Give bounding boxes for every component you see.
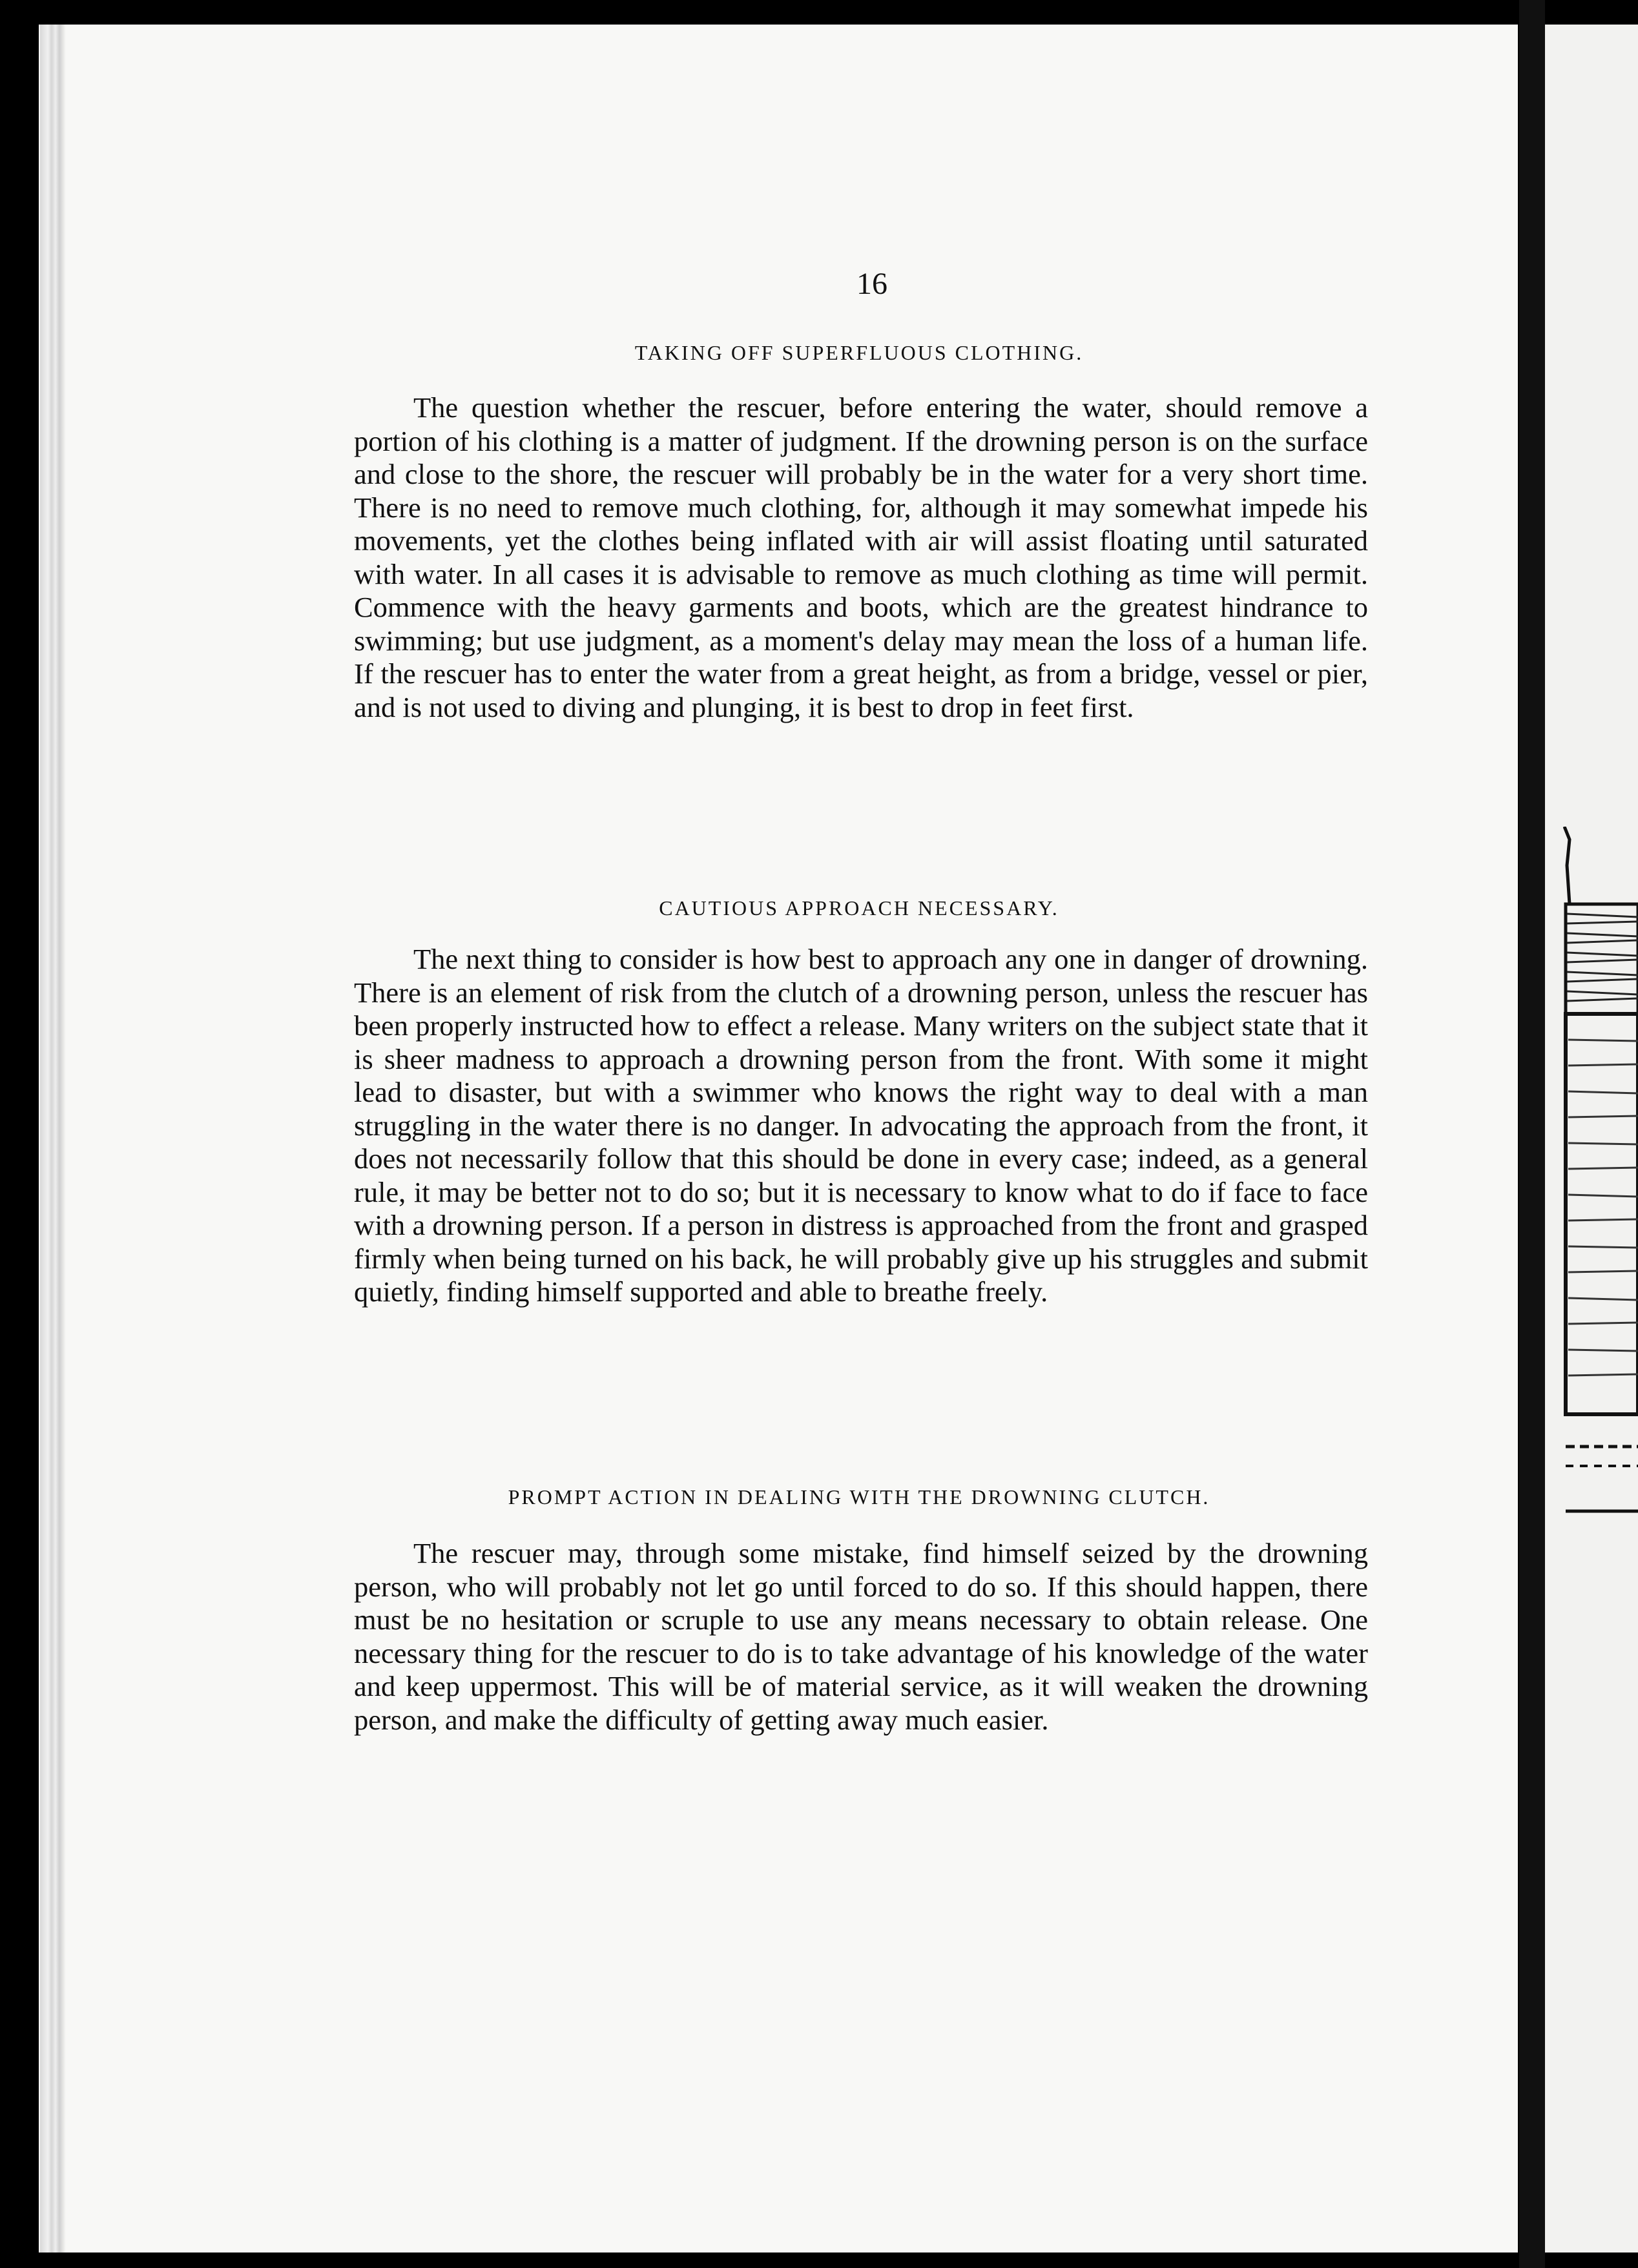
gutter-shadow bbox=[1519, 0, 1545, 2268]
paragraph-approach: The next thing to consider is how best to approach any one in danger of drowning. There is an element of risk from the clutch of a drowning person, unless the rescuer has been properly instructed how to effect a release. Many writers on the subject state that it is sheer madness to approach a drowning person from the front. With some it might lead to disaster, but with a swimmer who knows the right way to deal with a man struggling in the water there is no danger. In advocating the approach from the front, it does not necessarily follow that this should be done in every case; indeed, as a general rule, it may be better not to do so; but it is necessary to know what to do if face to face with a drowning person. If a person in distress is approached from the front and grasped firmly when being turned on his back, he will probably give up his struggles and submit quietly, finding himself supported and able to breathe freely. bbox=[354, 943, 1368, 1308]
paragraph-clutch: The rescuer may, through some mistake, find himself seized by the drowning person, who will probably not let go until forced to do so. If this should happen, there must be no hesitation or scruple to use any means necessary to obtain release. One necessary thing for the rescuer to do is to take advantage of his knowledge of the water and keep uppermost. This will be of material service, as it will weaken the drowning person, and make the difficulty of getting away much easier. bbox=[354, 1537, 1368, 1736]
page-edge-stack bbox=[40, 25, 66, 2253]
paragraph-clothing: The question whether the rescuer, before entering the water, should remove a portion of his clothing is a matter of judgment. If the drowning person is on the surface and close to the shore, the rescuer will probably be in the water for a very short time. There is no need to remove much clothing, for, although it may somewhat impede his movements, yet the clothes being inflated with air will assist floating until saturated with water. In all cases it is advisable to remove as much clothing as time will permit. Commence with the heavy garments and boots, which are the greatest hindrance to swimming; but use judgment, as a moment's delay may mean the loss of a human life. If the rescuer has to enter the water from a great height, as from a bridge, vessel or pier, and is not used to diving and plunging, it is best to drop in feet first. bbox=[354, 391, 1368, 723]
page-number: 16 bbox=[856, 267, 887, 301]
section-heading-clutch: PROMPT ACTION IN DEALING WITH THE DROWNING CLUTCH. bbox=[508, 1485, 1210, 1509]
adjacent-page-illustration bbox=[1563, 827, 1638, 1531]
section-heading-approach: CAUTIOUS APPROACH NECESSARY. bbox=[659, 896, 1059, 920]
section-heading-clothing: TAKING OFF SUPERFLUOUS CLOTHING. bbox=[634, 341, 1084, 364]
